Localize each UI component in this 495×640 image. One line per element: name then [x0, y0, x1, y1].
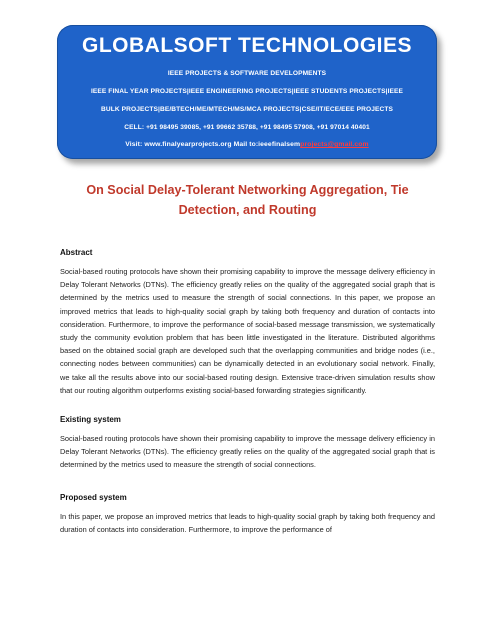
existing-system-text: Social-based routing protocols have shown their promising capability to improve the message delivery efficiency in Delay Tolerant Networks (DTNs). The efficiency greatly relies on the quality of the aggregated social graph that is determined by the metrics used to measure the strength of social connections. [60, 434, 435, 470]
proposed-system-text: In this paper, we propose an improved metrics that leads to high-quality social graph by taking both frequency and duration of contacts into consideration. Furthermore, to improve the performance of [60, 512, 435, 535]
header-phone-line: CELL: +91 98495 39085, +91 99662 35788, +91 98495 57908, +91 97014 40401 [124, 124, 370, 131]
header-banner [57, 25, 437, 159]
abstract-heading: Abstract [60, 248, 93, 257]
paper-title-line-1: On Social Delay-Tolerant Networking Aggregation, Tie [86, 183, 409, 197]
abstract-text: Social-based routing protocols have shown their promising capability to improve the message delivery efficiency in Delay Tolerant Networks (DTNs). The efficiency greatly relies on the quality of the aggregated social graph that is determined by the metrics used to measure the strength of social connections. In this paper, we propose an improved metrics that leads to high-quality social graph by taking both frequency and duration of contacts into consideration. Furthermore, to improve the performance of social-based message transmission, we systematically study the community evolution problem that has been little investigated in the literature. Distributed algorithms based on the obtained social graph are developed such that the overlapping communities and bridge nodes (i.e., connecting nodes between communities) can be dynamically detected in an evolutionary social network. Finally, we take all the results above into our social-based routing design. Extensive trace-driven simulation results show that our routing algorithm outperforms existing social-based forwarding strategies significantly. [60, 267, 435, 395]
proposed-system-heading: Proposed system [60, 493, 127, 502]
header-bulk-line: BULK PROJECTS|BE/BTECH/ME/MTECH/MS/MCA PROJECTS|CSE/IT/ECE/EEE PROJECTS [101, 106, 393, 113]
paper-title-line-2: Detection, and Routing [178, 203, 317, 217]
company-name: GLOBALSOFT TECHNOLOGIES [82, 34, 412, 57]
existing-system-heading: Existing system [60, 415, 121, 424]
visit-mail-text: Visit: www.finalyearprojects.org Mail to:ieeefinalsem [125, 141, 301, 148]
header-projects-line: IEEE FINAL YEAR PROJECTS|IEEE ENGINEERING PROJECTS|IEEE STUDENTS PROJECTS|IEEE [90, 88, 404, 95]
header-contact-line [57, 141, 437, 148]
email-link[interactable]: projects@gmail.com [300, 141, 369, 148]
header-tagline: IEEE PROJECTS & SOFTWARE DEVELOPMENTS [167, 70, 327, 77]
paper-title [40, 180, 455, 220]
